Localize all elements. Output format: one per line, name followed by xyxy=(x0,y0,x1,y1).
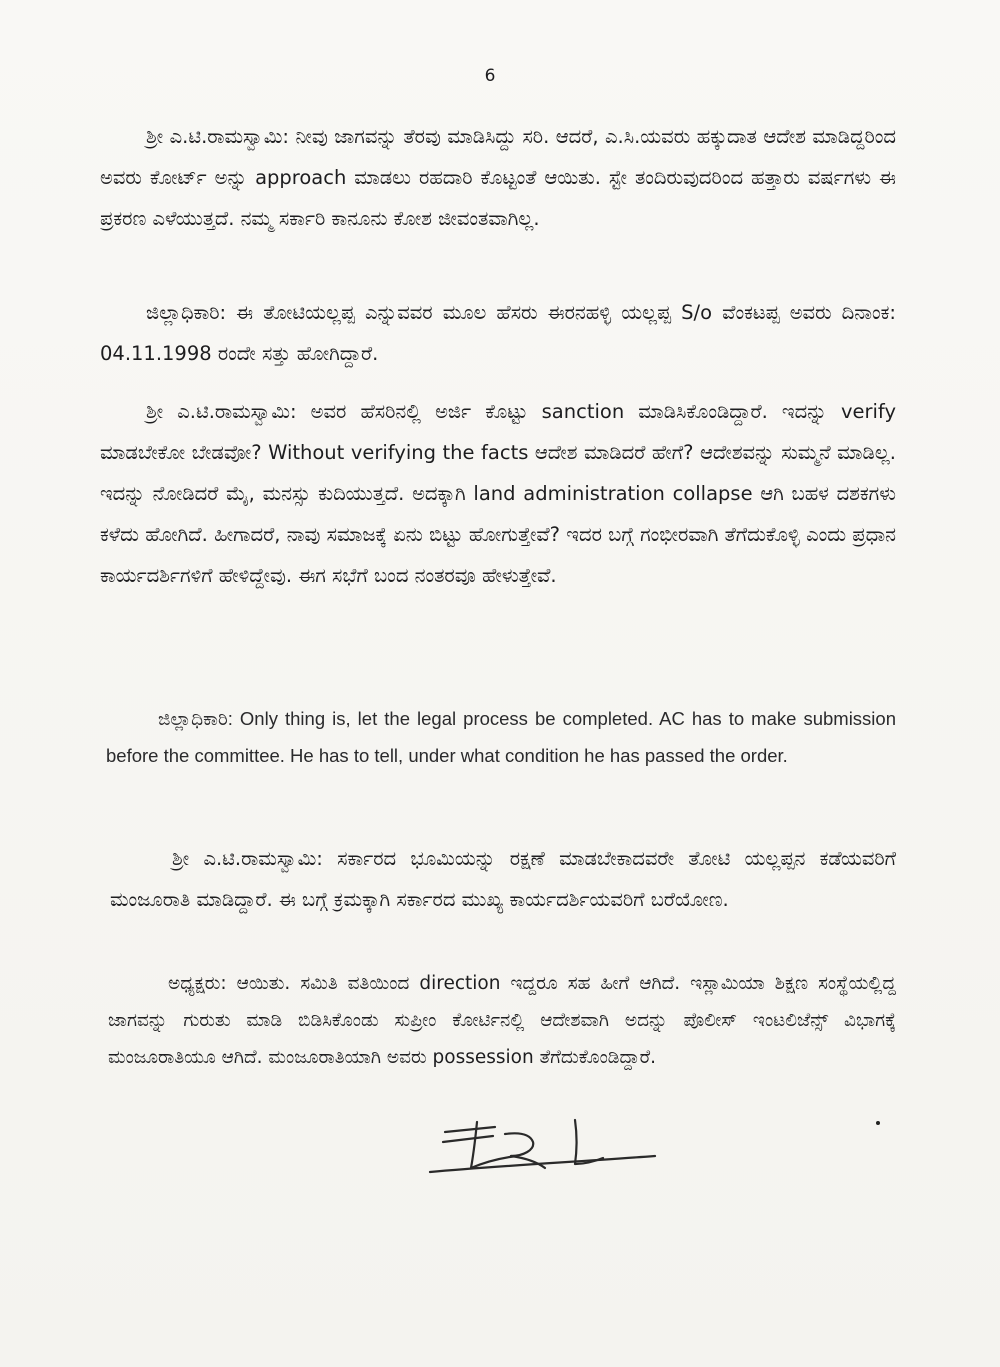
paragraph-ramaswamy-3: ಶ್ರೀ ಎ.ಟಿ.ರಾಮಸ್ವಾಮಿ: ಸರ್ಕಾರದ ಭೂಮಿಯನ್ನು ರಕ್ಷಣೆ ಮಾಡಬೇಕಾದವರೇ ತೋಟಿ ಯಲ್ಲಪ್ಪನ ಕಡೆಯವರಿಗೆ ಮಂಜೂರಾತಿ ಮಾಡಿದ್ದಾರೆ. ಈ ಬಗ್ಗೆ ಕ್ರಮಕ್ಕಾಗಿ ಸರ್ಕಾರದ ಮುಖ್ಯ ಕಾರ್ಯದರ್ಶಿಯವರಿಗೆ ಬರೆಯೋಣ. xyxy=(110,847,896,911)
paragraph-chairman: ಅಧ್ಯಕ್ಷರು: ಆಯಿತು. ಸಮಿತಿ ವತಿಯಿಂದ direction ಇದ್ದರೂ ಸಹ ಹೀಗೆ ಆಗಿದೆ. ಇಸ್ಲಾಮಿಯಾ ಶಿಕ್ಷಣ ಸಂಸ್ಥೆಯಲ್ಲಿದ್ದ ಜಾಗವನ್ನು ಗುರುತು ಮಾಡಿ ಬಿಡಿಸಿಕೊಂಡು ಸುಪ್ರೀಂ ಕೋರ್ಟಿನಲ್ಲಿ ಆದೇಶವಾಗಿ ಅದನ್ನು ಪೊಲೀಸ್ ಇಂಟಲಿಜೆನ್ಸ್ ವಿಭಾಗಕ್ಕೆ ಮಂಜೂರಾತಿಯೂ ಆಗಿದೆ. ಮಂಜೂರಾತಿಯಾಗಿ ಅವರು possession ತೆಗೆದುಕೊಂಡಿದ್ದಾರೆ. xyxy=(108,973,896,1068)
page-number: 6 xyxy=(484,66,496,86)
ink-dot xyxy=(876,1121,880,1125)
paragraph-ramaswamy-2: ಶ್ರೀ ಎ.ಟಿ.ರಾಮಸ್ವಾಮಿ: ಅವರ ಹೆಸರಿನಲ್ಲಿ ಅರ್ಜಿ ಕೊಟ್ಟು sanction ಮಾಡಿಸಿಕೊಂಡಿದ್ದಾರೆ. ಇದನ್ನು verify ಮಾಡಬೇಕೋ ಬೇಡವೋ? Without verifying the facts ಆದೇಶ ಮಾಡಿದರೆ ಹೇಗೆ? ಆದೇಶವನ್ನು ಸುಮ್ಮನೆ ಮಾಡಿಲ್ಲ. ಇದನ್ನು ನೋಡಿದರೆ ಮೈ, ಮನಸ್ಸು ಕುದಿಯುತ್ತದೆ. ಅದಕ್ಕಾಗಿ land administration collapse ಆಗಿ ಬಹಳ ದಶಕಗಳು ಕಳೆದು ಹೋಗಿದೆ. ಹೀಗಾದರೆ, ನಾವು ಸಮಾಜಕ್ಕೆ ಏನು ಬಿಟ್ಟು ಹೋಗುತ್ತೇವೆ? ಇದರ ಬಗ್ಗೆ ಗಂಭೀರವಾಗಿ ತೆಗೆದುಕೊಳ್ಳಿ ಎಂದು ಪ್ರಧಾನ ಕಾರ್ಯದರ್ಶಿಗಳಿಗೆ ಹೇಳಿದ್ದೇವು. ಈಗ ಸಭೆಗೆ ಬಂದ ನಂತರವೂ ಹೇಳುತ್ತೇವೆ. xyxy=(100,400,896,587)
paragraph-ramaswamy-1: ಶ್ರೀ ಎ.ಟಿ.ರಾಮಸ್ವಾಮಿ: ನೀವು ಜಾಗವನ್ನು ತೆರವು ಮಾಡಿಸಿದ್ದು ಸರಿ. ಆದರೆ, ಎ.ಸಿ.ಯವರು ಹಕ್ಕುದಾತ ಆದೇಶ ಮಾಡಿದ್ದರಿಂದ ಅವರು ಕೋರ್ಟ್ ಅನ್ನು approach ಮಾಡಲು ರಹದಾರಿ ಕೊಟ್ಟಂತೆ ಆಯಿತು. ಸ್ಟೇ ತಂದಿರುವುದರಿಂದ ಹತ್ತಾರು ವರ್ಷಗಳು ಈ ಪ್ರಕರಣ ಎಳೆಯುತ್ತದೆ. ನಮ್ಮ ಸರ್ಕಾರಿ ಕಾನೂನು ಕೋಶ ಜೀವಂತವಾಗಿಲ್ಲ. xyxy=(100,125,896,230)
paragraph-district-collector-1: ಜಿಲ್ಲಾಧಿಕಾರಿ: ಈ ತೋಟಿಯಲ್ಲಪ್ಪ ಎನ್ನುವವರ ಮೂಲ ಹೆಸರು ಈರನಹಳ್ಳಿ ಯಲ್ಲಪ್ಪ S/o ವೆಂಕಟಪ್ಪ ಅವರು ದಿನಾಂಕ: 04.11.1998 ರಂದೇ ಸತ್ತು ಹೋಗಿದ್ದಾರೆ. xyxy=(100,301,896,365)
signature xyxy=(425,1112,665,1182)
paragraph-district-collector-2: ಜಿಲ್ಲಾಧಿಕಾರಿ: Only thing is, let the legal process be completed. AC has to make submission before the committee. He has to tell, under what condition he has passed the order. xyxy=(106,708,896,766)
